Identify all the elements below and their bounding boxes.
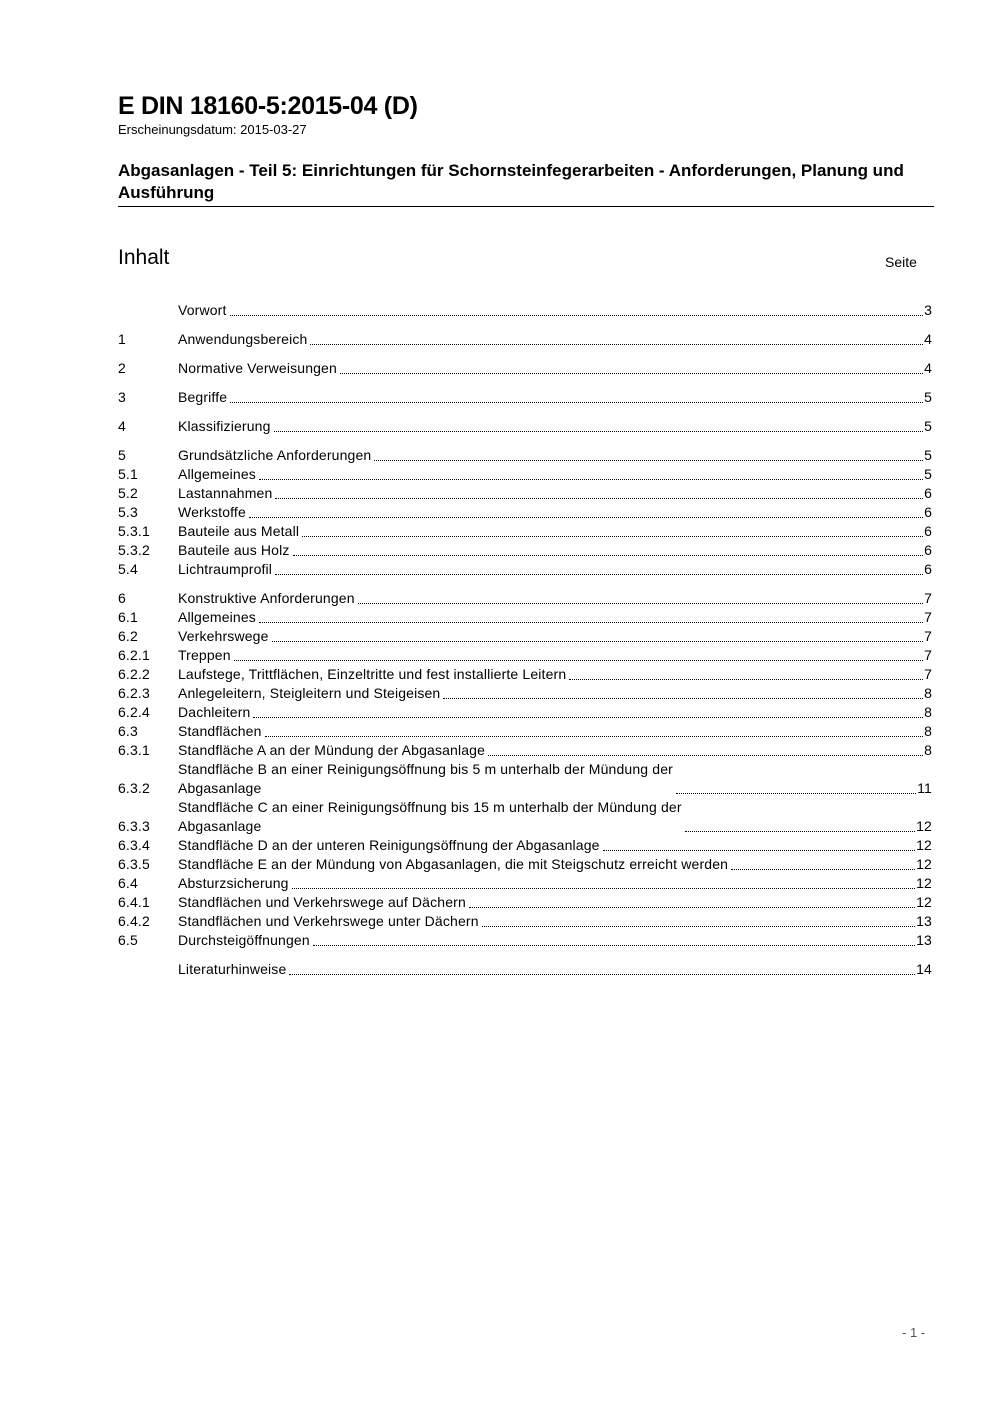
toc-group xyxy=(118,388,932,407)
toc-entry[interactable] xyxy=(118,741,932,760)
toc-dot-leader xyxy=(274,431,924,432)
toc-entry-title: Laufstege, Trittflächen, Einzeltritte und fest installierte Leitern xyxy=(178,666,567,682)
toc-dot-leader xyxy=(265,736,924,737)
page-number: - 1 - xyxy=(902,1325,926,1340)
toc-entry-page: 5 xyxy=(924,418,932,434)
toc-group xyxy=(118,417,932,436)
toc-entry[interactable] xyxy=(118,722,932,741)
toc-entry-page: 11 xyxy=(917,780,932,796)
toc-entry-number: 6.3.5 xyxy=(118,856,150,872)
toc-dot-leader xyxy=(230,402,923,403)
toc-entry-title: Standflächen und Verkehrswege auf Dächern xyxy=(178,894,466,910)
toc-entry[interactable] xyxy=(118,522,932,541)
toc-dot-leader xyxy=(292,888,916,889)
toc-entry[interactable] xyxy=(118,646,932,665)
document-title: Abgasanlagen - Teil 5: Einrichtungen für Schornsteinfegerarbeiten - Anforderungen, Planung und Ausführung xyxy=(118,161,904,202)
toc-dot-leader xyxy=(603,850,916,851)
toc-entry[interactable] xyxy=(118,855,932,874)
toc-entry[interactable] xyxy=(118,665,932,684)
toc-entry-number: 5.4 xyxy=(118,561,138,577)
toc-entry-number: 5.3.2 xyxy=(118,542,150,558)
toc-entry[interactable] xyxy=(118,760,932,798)
toc-heading: Inhalt xyxy=(118,246,170,269)
toc-dot-leader xyxy=(313,945,915,946)
toc-entry-title: Werkstoffe xyxy=(178,504,246,520)
toc-entry-title: Normative Verweisungen xyxy=(178,360,337,376)
toc-dot-leader xyxy=(358,603,923,604)
toc-entry-page: 12 xyxy=(916,875,932,891)
toc-entry-title: Bauteile aus Holz xyxy=(178,542,290,558)
toc-entry-page: 6 xyxy=(924,504,932,520)
toc-entry-page: 7 xyxy=(924,666,932,682)
toc-dot-leader xyxy=(676,793,916,794)
toc-entry-page: 13 xyxy=(916,932,932,948)
toc-entry-page: 7 xyxy=(924,628,932,644)
toc-entry-number: 6.2.3 xyxy=(118,685,150,701)
toc-entry-title: Standflächen xyxy=(178,723,262,739)
toc-dot-leader xyxy=(230,315,924,316)
toc-entry[interactable] xyxy=(118,912,932,931)
toc-entry-title: Bauteile aus Metall xyxy=(178,523,300,539)
toc-entry[interactable] xyxy=(118,359,932,378)
toc-entry-page: 6 xyxy=(924,523,932,539)
toc-dot-leader xyxy=(249,517,923,518)
toc-entry[interactable] xyxy=(118,589,932,608)
toc-entry-title: Standfläche C an einer Reinigungsöffnung bis 15 m unterhalb der Mündung der Abgasanlage xyxy=(178,799,682,834)
toc-entry-number: 2 xyxy=(118,360,126,376)
title-divider xyxy=(118,206,934,207)
toc-dot-leader xyxy=(469,907,915,908)
toc-entry-title: Allgemeines xyxy=(178,609,256,625)
toc-dot-leader xyxy=(253,717,923,718)
toc-entry-page: 4 xyxy=(924,360,932,376)
toc-entry-number: 5.2 xyxy=(118,485,138,501)
toc-entry-title: Klassifizierung xyxy=(178,418,271,434)
toc-dot-leader xyxy=(340,373,923,374)
toc-entry-title: Allgemeines xyxy=(178,466,256,482)
toc-entry-number: 5.3 xyxy=(118,504,138,520)
toc-entry-page: 4 xyxy=(924,331,932,347)
toc-entry-number: 6.3.3 xyxy=(118,818,150,834)
toc-group xyxy=(118,589,932,950)
toc-entry-title: Konstruktive Anforderungen xyxy=(178,590,355,606)
toc-entry-page: 6 xyxy=(924,542,932,558)
publication-date: Erscheinungsdatum: 2015-03-27 xyxy=(118,122,307,137)
toc-entry-number: 5.1 xyxy=(118,466,138,482)
toc-entry-number: 6.2 xyxy=(118,628,138,644)
toc-entry-page: 3 xyxy=(924,302,932,318)
toc-entry-page: 5 xyxy=(924,447,932,463)
toc-dot-leader xyxy=(310,344,923,345)
toc-entry-page: 7 xyxy=(924,609,932,625)
toc-dot-leader xyxy=(443,698,923,699)
toc-entry-title: Verkehrswege xyxy=(178,628,269,644)
toc-entry[interactable] xyxy=(118,330,932,349)
toc-entry[interactable] xyxy=(118,503,932,522)
toc-entry-page: 12 xyxy=(916,837,932,853)
toc-entry[interactable] xyxy=(118,541,932,560)
toc-dot-leader xyxy=(259,479,923,480)
toc-entry[interactable] xyxy=(118,417,932,436)
toc-dot-leader xyxy=(272,641,924,642)
toc-entry-page: 8 xyxy=(924,685,932,701)
toc-dot-leader xyxy=(488,755,923,756)
toc-entry-page: 7 xyxy=(924,647,932,663)
toc-entry-title: Anlegeleitern, Steigleitern und Steigeisen xyxy=(178,685,441,701)
toc-entry[interactable] xyxy=(118,301,932,320)
toc-entry[interactable] xyxy=(118,703,932,722)
toc-entry[interactable] xyxy=(118,627,932,646)
toc-entry-number: 6.5 xyxy=(118,932,138,948)
toc-entry[interactable] xyxy=(118,874,932,893)
toc-entry-number: 6.4.1 xyxy=(118,894,150,910)
toc-group xyxy=(118,301,932,320)
toc-entry-page: 12 xyxy=(916,894,932,910)
toc-entry[interactable] xyxy=(118,931,932,950)
toc-entry[interactable] xyxy=(118,560,932,579)
toc-entry-number: 6.2.2 xyxy=(118,666,150,682)
toc-group xyxy=(118,446,932,579)
toc-dot-leader xyxy=(289,974,915,975)
toc-dot-leader xyxy=(275,574,923,575)
toc-entry-title: Standfläche D an der unteren Reinigungsöffnung der Abgasanlage xyxy=(178,837,600,853)
toc-dot-leader xyxy=(685,831,915,832)
toc-entry-number: 5.3.1 xyxy=(118,523,150,539)
toc-entry-number: 6 xyxy=(118,590,126,606)
toc-dot-leader xyxy=(482,926,915,927)
toc-entry[interactable] xyxy=(118,836,932,855)
toc-entry[interactable] xyxy=(118,893,932,912)
toc-entry-title: Standfläche B an einer Reinigungsöffnung bis 5 m unterhalb der Mündung der Abgasanlage xyxy=(178,761,673,796)
toc-entry-page: 8 xyxy=(924,704,932,720)
toc-entry[interactable] xyxy=(118,798,932,836)
toc-dot-leader xyxy=(293,555,924,556)
toc-entry-number: 3 xyxy=(118,389,126,405)
toc-entry-page: 6 xyxy=(924,485,932,501)
toc-entry-page: 13 xyxy=(916,913,932,929)
toc-entry-title: Treppen xyxy=(178,647,231,663)
toc-entry-title: Lastannahmen xyxy=(178,485,273,501)
toc-group xyxy=(118,330,932,349)
toc-page-label: Seite xyxy=(885,254,917,270)
toc-entry-number: 4 xyxy=(118,418,126,434)
toc-entry-title: Absturzsicherung xyxy=(178,875,289,891)
toc-entry-page: 12 xyxy=(916,856,932,872)
toc-entry-title: Standfläche E an der Mündung von Abgasanlagen, die mit Steigschutz erreicht werden xyxy=(178,856,729,872)
toc-entry-number: 6.3.4 xyxy=(118,837,150,853)
toc-entry-page: 14 xyxy=(916,961,932,977)
toc-entry[interactable] xyxy=(118,446,932,465)
toc-entry-number: 6.3.1 xyxy=(118,742,150,758)
toc-entry-title: Anwendungsbereich xyxy=(178,331,308,347)
toc-dot-leader xyxy=(259,622,923,623)
toc-entry-number: 6.2.4 xyxy=(118,704,150,720)
toc-entry-number: 6.4 xyxy=(118,875,138,891)
toc-dot-leader xyxy=(234,660,923,661)
toc-entry-title: Begriffe xyxy=(178,389,228,405)
toc-entry-page: 8 xyxy=(924,742,932,758)
toc-entry-title: Grundsätzliche Anforderungen xyxy=(178,447,372,463)
toc-entry-title: Standflächen und Verkehrswege unter Dächern xyxy=(178,913,479,929)
toc-group xyxy=(118,960,932,979)
toc-entry[interactable] xyxy=(118,684,932,703)
toc-entry-number: 6.3 xyxy=(118,723,138,739)
toc-entry-page: 5 xyxy=(924,389,932,405)
toc-dot-leader xyxy=(569,679,923,680)
toc-entry-number: 6.1 xyxy=(118,609,138,625)
toc-entry[interactable] xyxy=(118,465,932,484)
toc-group xyxy=(118,359,932,378)
toc-entry-number: 6.2.1 xyxy=(118,647,150,663)
table-of-contents xyxy=(118,301,932,989)
toc-entry-title: Durchsteigöffnungen xyxy=(178,932,310,948)
toc-entry-page: 5 xyxy=(924,466,932,482)
toc-dot-leader xyxy=(302,536,923,537)
toc-dot-leader xyxy=(275,498,923,499)
toc-entry-number: 5 xyxy=(118,447,126,463)
toc-dot-leader xyxy=(731,869,915,870)
toc-entry-title: Lichtraumprofil xyxy=(178,561,273,577)
toc-entry-number: 1 xyxy=(118,331,126,347)
toc-entry-title: Literaturhinweise xyxy=(178,961,287,977)
toc-entry-number: 6.3.2 xyxy=(118,780,150,796)
toc-entry-page: 7 xyxy=(924,590,932,606)
toc-entry[interactable] xyxy=(118,608,932,627)
toc-entry[interactable] xyxy=(118,484,932,503)
toc-entry-page: 12 xyxy=(916,818,932,834)
toc-entry-title: Standfläche A an der Mündung der Abgasanlage xyxy=(178,742,486,758)
document-id: E DIN 18160-5:2015-04 (D) xyxy=(118,92,418,120)
toc-entry-title: Dachleitern xyxy=(178,704,251,720)
toc-entry-title: Vorwort xyxy=(178,302,227,318)
toc-dot-leader xyxy=(374,460,923,461)
toc-entry-number: 6.4.2 xyxy=(118,913,150,929)
toc-entry[interactable] xyxy=(118,960,932,979)
toc-entry-page: 6 xyxy=(924,561,932,577)
toc-entry-page: 8 xyxy=(924,723,932,739)
toc-entry[interactable] xyxy=(118,388,932,407)
